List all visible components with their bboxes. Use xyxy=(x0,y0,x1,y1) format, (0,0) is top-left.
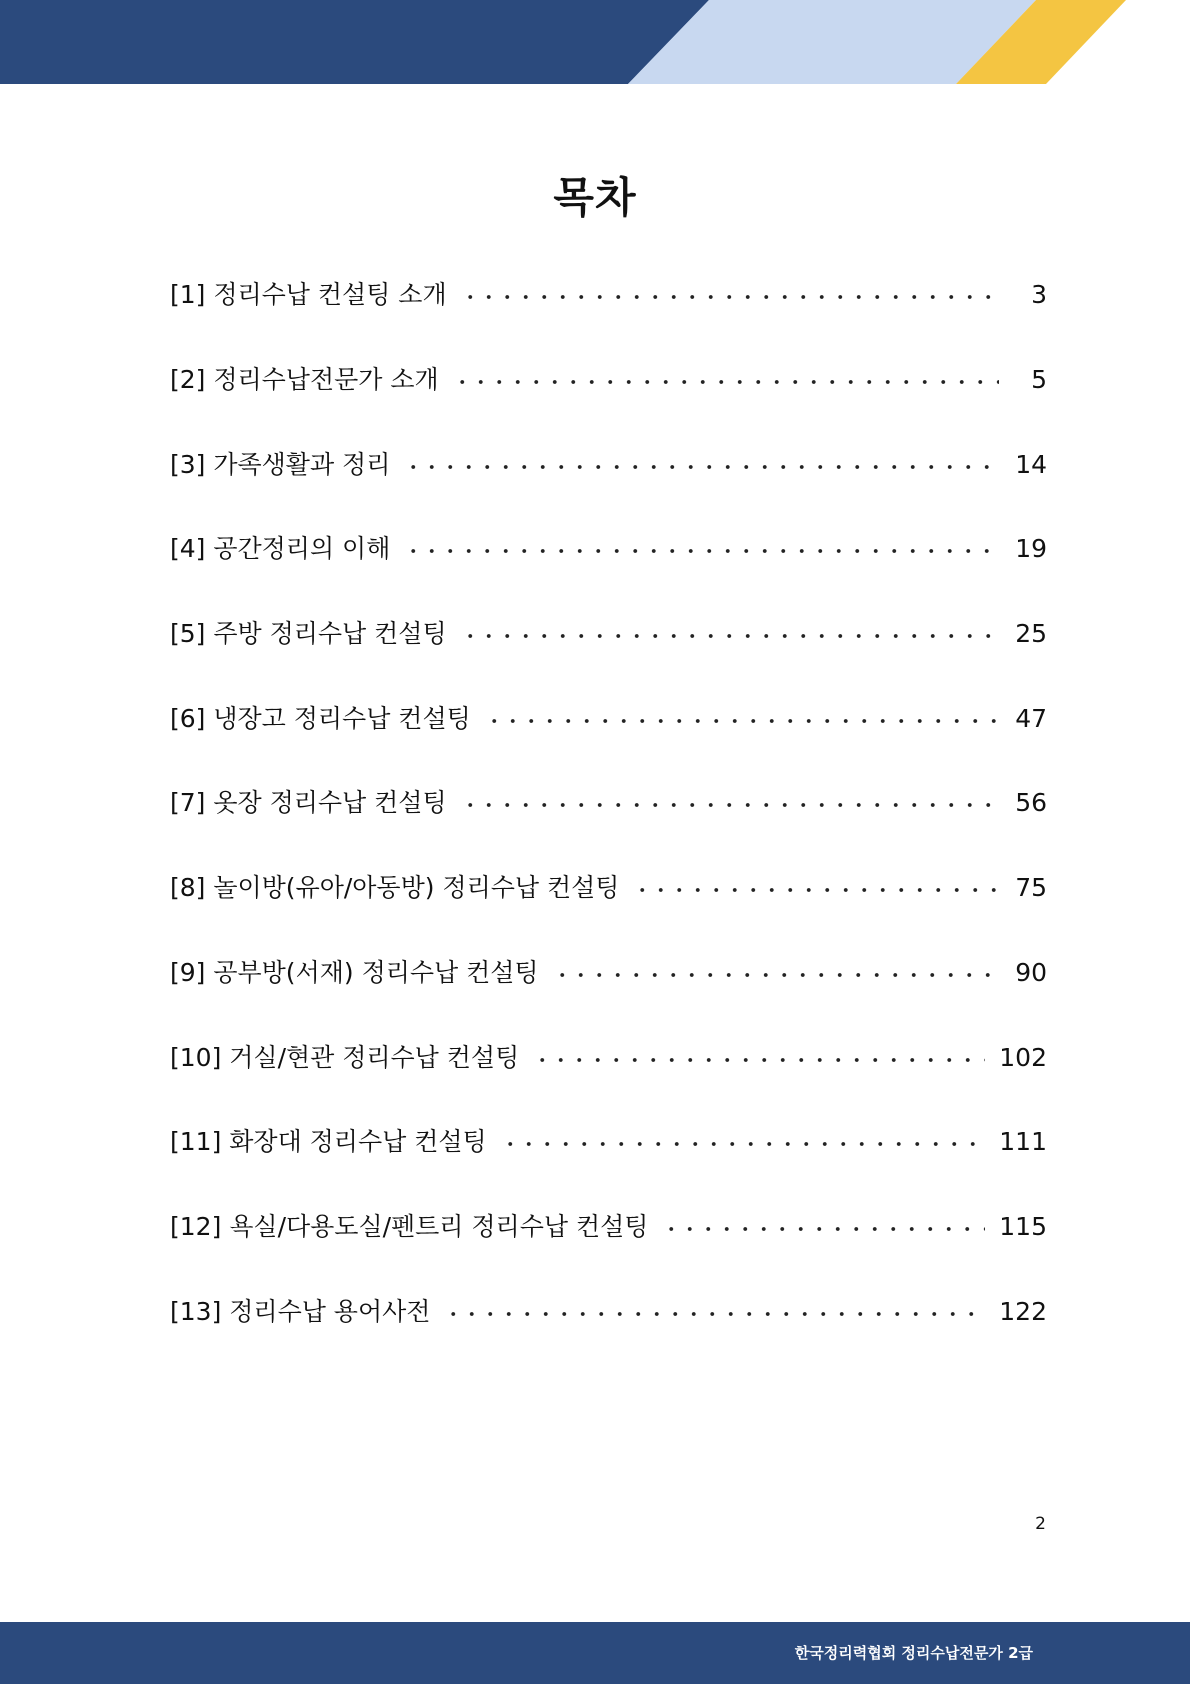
toc-dot-leader xyxy=(533,1056,985,1064)
toc-entry[interactable] xyxy=(170,507,1047,592)
toc-entry[interactable] xyxy=(170,1015,1047,1100)
toc-entry[interactable] xyxy=(170,592,1047,677)
toc-dot-leader xyxy=(453,378,999,386)
toc-entry[interactable] xyxy=(170,1185,1047,1270)
toc-dot-leader xyxy=(461,293,999,301)
toc-dot-leader xyxy=(404,547,999,555)
toc-entry-page: 115 xyxy=(999,1211,1047,1241)
toc-entry-page: 56 xyxy=(1015,788,1047,818)
toc-entry-label: [3] 가족생활과 정리 xyxy=(170,449,391,479)
toc-entry-label: [8] 놀이방(유아/아동방) 정리수납 컨설팅 xyxy=(170,873,620,903)
toc-entry-page: 3 xyxy=(1031,280,1047,310)
toc-entry[interactable] xyxy=(170,931,1047,1016)
toc-entry[interactable] xyxy=(170,1100,1047,1185)
toc-entry-page: 90 xyxy=(1015,957,1047,987)
toc-dot-leader xyxy=(404,463,999,471)
toc-entry-label: [4] 공간정리의 이해 xyxy=(170,534,391,564)
top-banner xyxy=(0,0,1190,84)
toc-entry[interactable] xyxy=(170,253,1047,338)
toc-dot-leader xyxy=(485,717,999,725)
toc-dot-leader xyxy=(553,971,999,979)
toc-entry-label: [9] 공부방(서재) 정리수납 컨설팅 xyxy=(170,957,539,987)
toc-entry[interactable] xyxy=(170,676,1047,761)
toc-dot-leader xyxy=(501,1140,986,1148)
page-title: 목차 xyxy=(553,173,637,223)
toc-entry[interactable] xyxy=(170,422,1047,507)
toc-dot-leader xyxy=(444,1310,985,1318)
toc-entry-label: [12] 욕실/다용도실/펜트리 정리수납 컨설팅 xyxy=(170,1211,649,1241)
toc-entry-label: [11] 화장대 정리수납 컨설팅 xyxy=(170,1127,487,1157)
toc-entry-label: [13] 정리수납 용어사전 xyxy=(170,1296,431,1326)
toc-entry[interactable] xyxy=(170,761,1047,846)
toc-entry-page: 25 xyxy=(1015,619,1047,649)
toc-entry-page: 19 xyxy=(1015,534,1047,564)
toc-entry-page: 102 xyxy=(999,1042,1047,1072)
table-of-contents xyxy=(170,253,1047,1354)
toc-entry-page: 47 xyxy=(1015,703,1047,733)
banner-navy-shape xyxy=(0,0,709,84)
toc-dot-leader xyxy=(662,1225,985,1233)
toc-entry-page: 75 xyxy=(1015,873,1047,903)
toc-entry-page: 14 xyxy=(1015,449,1047,479)
footer-bar xyxy=(0,1622,1190,1684)
toc-dot-leader xyxy=(461,801,999,809)
toc-entry-page: 5 xyxy=(1031,365,1047,395)
toc-dot-leader xyxy=(461,632,999,640)
toc-entry-page: 122 xyxy=(999,1296,1047,1326)
toc-entry-page: 111 xyxy=(999,1127,1047,1157)
toc-entry-label: [6] 냉장고 정리수납 컨설팅 xyxy=(170,703,471,733)
toc-entry[interactable] xyxy=(170,1269,1047,1354)
toc-entry-label: [7] 옷장 정리수납 컨설팅 xyxy=(170,788,447,818)
toc-entry-label: [10] 거실/현관 정리수납 컨설팅 xyxy=(170,1042,520,1072)
toc-entry-label: [1] 정리수납 컨설팅 소개 xyxy=(170,280,447,310)
toc-entry[interactable] xyxy=(170,338,1047,423)
toc-dot-leader xyxy=(633,886,999,894)
page-number: 2 xyxy=(1035,1514,1046,1534)
toc-entry[interactable] xyxy=(170,846,1047,931)
toc-entry-label: [2] 정리수납전문가 소개 xyxy=(170,365,439,395)
footer-text: 한국정리력협회 정리수납전문가 2급 xyxy=(794,1644,1033,1662)
toc-entry-label: [5] 주방 정리수납 컨설팅 xyxy=(170,619,447,649)
